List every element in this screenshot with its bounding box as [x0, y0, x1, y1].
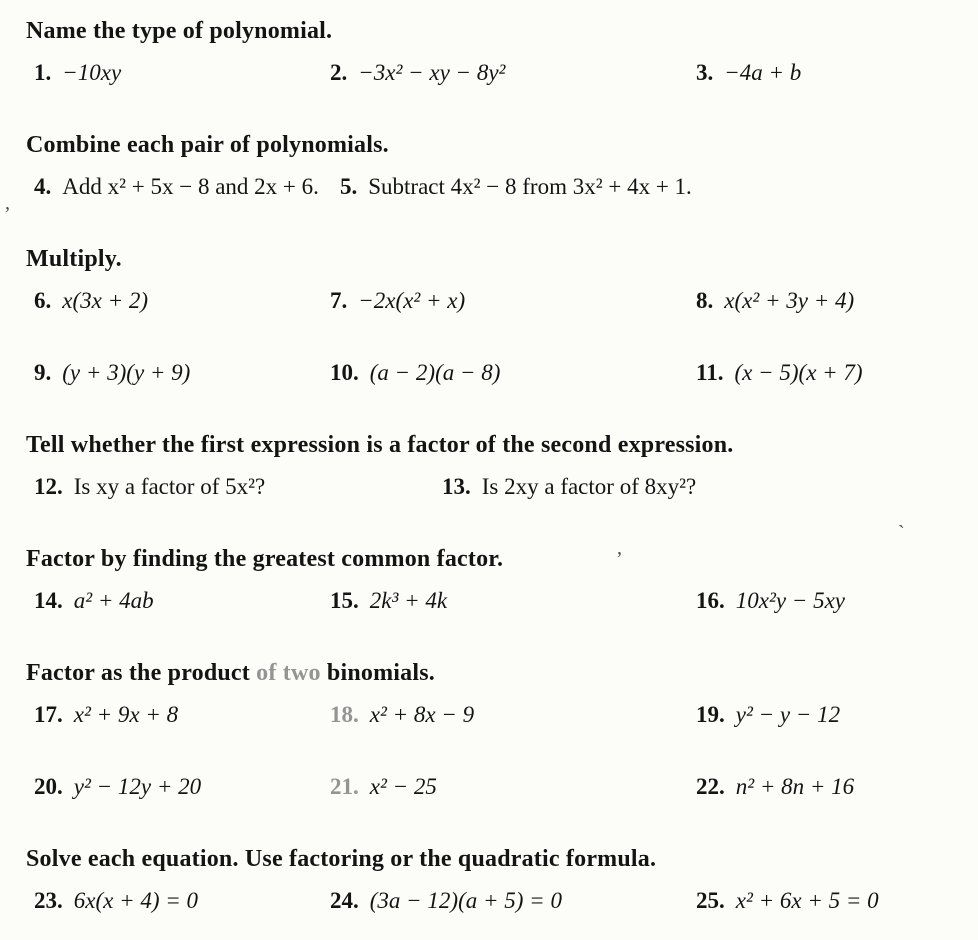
problem-text: Subtract 4x² − 8 from 3x² + 4x + 1. — [368, 174, 692, 199]
problem-number: 19. — [696, 702, 725, 727]
problem-9 — [34, 358, 330, 388]
heading-part: binomials. — [320, 660, 435, 686]
problem-number: 22. — [696, 774, 725, 799]
problem-number: 18. — [330, 702, 359, 727]
scan-artifact: ` — [898, 522, 905, 544]
problem-text: x² − 25 — [369, 774, 437, 799]
section-heading — [26, 658, 958, 688]
scan-artifact: ’ — [616, 548, 623, 570]
problem-text: −4a + b — [724, 60, 802, 85]
problem-row — [26, 358, 958, 388]
scan-artifact: , — [5, 192, 10, 214]
problem-text: (x − 5)(x + 7) — [734, 360, 863, 385]
problem-text: y² − y − 12 — [735, 702, 841, 727]
section-combine — [26, 130, 958, 202]
problem-text: x² + 8x − 9 — [369, 702, 475, 727]
problem-text: x² + 9x + 8 — [73, 702, 179, 727]
problem-8 — [696, 286, 958, 316]
problem-number: 13. — [442, 474, 471, 499]
problem-19 — [696, 700, 958, 730]
problem-number: 14. — [34, 588, 63, 613]
problem-number: 4. — [34, 174, 52, 199]
problem-7 — [330, 286, 696, 316]
problem-4 — [34, 172, 340, 202]
problem-text: 10x²y − 5xy — [735, 588, 845, 613]
problem-11 — [696, 358, 958, 388]
section-factor-check — [26, 430, 958, 502]
problem-number: 8. — [696, 288, 714, 313]
problem-text: −2x(x² + x) — [358, 288, 466, 313]
problem-text: (3a − 12)(a + 5) = 0 — [369, 888, 562, 913]
problem-row — [26, 586, 958, 616]
problem-number: 20. — [34, 774, 63, 799]
problem-number: 9. — [34, 360, 52, 385]
problem-number: 24. — [330, 888, 359, 913]
problem-number: 11. — [696, 360, 724, 385]
problem-number: 7. — [330, 288, 348, 313]
problem-10 — [330, 358, 696, 388]
problem-text: (a − 2)(a − 8) — [369, 360, 501, 385]
problem-14 — [34, 586, 330, 616]
problem-row — [26, 286, 958, 316]
problem-row — [26, 172, 958, 202]
section-heading: Name the type of polynomial. — [26, 18, 333, 44]
problem-1 — [34, 58, 330, 88]
problem-6 — [34, 286, 330, 316]
section-multiply — [26, 244, 958, 388]
problem-16 — [696, 586, 958, 616]
problem-text: −10xy — [62, 60, 122, 85]
problem-text: x² + 6x + 5 = 0 — [735, 888, 879, 913]
section-heading: Multiply. — [26, 246, 122, 272]
problem-number: 15. — [330, 588, 359, 613]
problem-text: (y + 3)(y + 9) — [62, 360, 191, 385]
problem-text: −3x² − xy − 8y² — [358, 60, 506, 85]
problem-row — [26, 700, 958, 730]
problem-text: y² − 12y + 20 — [73, 774, 202, 799]
problem-5 — [340, 172, 958, 202]
problem-number: 5. — [340, 174, 358, 199]
section-heading: Solve each equation. Use factoring or the quadratic formula. — [26, 846, 657, 872]
problem-text: n² + 8n + 16 — [735, 774, 855, 799]
problem-text: a² + 4ab — [73, 588, 154, 613]
problem-number: 3. — [696, 60, 714, 85]
section-heading: Tell whether the first expression is a factor of the second expression. — [26, 432, 734, 458]
problem-text: Is 2xy a factor of 8xy²? — [481, 474, 697, 499]
section-solve — [26, 844, 958, 916]
problem-number: 1. — [34, 60, 52, 85]
problem-17 — [34, 700, 330, 730]
problem-text: x(x² + 3y + 4) — [724, 288, 855, 313]
problem-text: Is xy a factor of 5x²? — [73, 474, 266, 499]
problem-23 — [34, 886, 330, 916]
problem-22 — [696, 772, 958, 802]
section-gcf — [26, 544, 958, 616]
heading-part-faded: of two — [256, 660, 321, 686]
problem-text: Add x² + 5x − 8 and 2x + 6. — [62, 174, 319, 199]
problem-24 — [330, 886, 696, 916]
problem-row — [26, 58, 958, 88]
problem-row — [26, 886, 958, 916]
problem-21 — [330, 772, 696, 802]
problem-text: 2k³ + 4k — [369, 588, 448, 613]
problem-number: 16. — [696, 588, 725, 613]
problem-number: 21. — [330, 774, 359, 799]
problem-3 — [696, 58, 958, 88]
problem-row — [26, 472, 958, 502]
problem-13 — [442, 472, 958, 502]
problem-2 — [330, 58, 696, 88]
problem-number: 25. — [696, 888, 725, 913]
problem-number: 23. — [34, 888, 63, 913]
problem-text: 6x(x + 4) = 0 — [73, 888, 199, 913]
problem-number: 12. — [34, 474, 63, 499]
problem-25 — [696, 886, 958, 916]
problem-row — [26, 772, 958, 802]
problem-number: 2. — [330, 60, 348, 85]
section-heading: Factor by finding the greatest common factor. — [26, 546, 504, 572]
problem-number: 17. — [34, 702, 63, 727]
problem-text: x(3x + 2) — [62, 288, 149, 313]
section-name-type — [26, 16, 958, 88]
problem-12 — [34, 472, 442, 502]
section-heading: Combine each pair of polynomials. — [26, 132, 389, 158]
problem-15 — [330, 586, 696, 616]
problem-number: 6. — [34, 288, 52, 313]
problem-18 — [330, 700, 696, 730]
heading-part: Factor as the product — [26, 660, 257, 686]
problem-number: 10. — [330, 360, 359, 385]
problem-20 — [34, 772, 330, 802]
section-binomials — [26, 658, 958, 802]
